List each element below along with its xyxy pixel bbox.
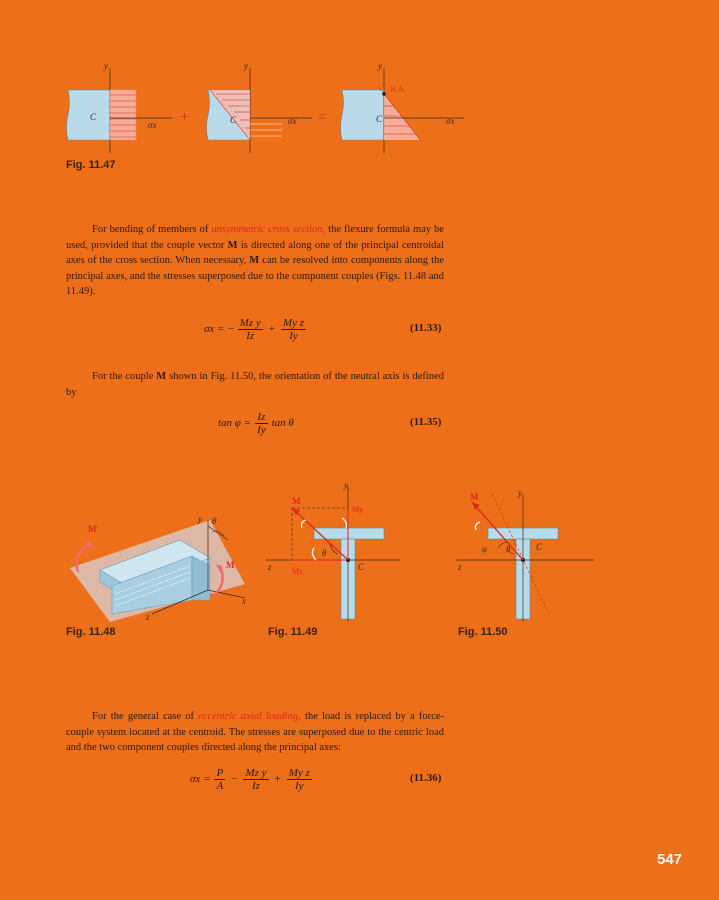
fig-11-47-equals: = — [318, 109, 328, 126]
figure-11-48 — [60, 500, 260, 622]
fig-11-50-caption: Fig. 11.50 — [458, 626, 508, 638]
fig-11-49-theta-label: θ — [322, 548, 327, 558]
fig-11-48-m-prime-label: M′ — [88, 524, 100, 534]
eq-11-35-fraction — [255, 411, 268, 436]
fig-11-49-caption: Fig. 11.49 — [268, 626, 318, 638]
figure-11-49 — [262, 478, 412, 622]
para1-text-4: can be resolved into components along the principal axes, and the stresses superposed due to the component couples (Figs. 11.48 and 11.49). — [66, 255, 444, 297]
para2-text-1: For the couple — [92, 371, 157, 382]
eq-11-36-num-3: My z — [288, 766, 310, 779]
para2-text-2: shown in Fig. 11.50, the orientation of the neutral axis is defined by — [66, 371, 444, 398]
fig-11-49-mz-label: Mz — [292, 567, 303, 576]
para1-emphasis: unsymmetric cross section, — [211, 224, 326, 235]
fig-11-48-caption: Fig. 11.48 — [66, 626, 116, 638]
fig-11-47-c-label-3: C — [376, 114, 383, 124]
fig-11-47-na-label: N.A. — [390, 85, 406, 94]
fig-11-48-m-label: M — [226, 560, 235, 570]
page-number: 547 — [657, 851, 683, 868]
para1-text-3: is directed along one of the principal centroidal axes of the cross section. When necessary, — [66, 239, 444, 266]
fig-11-47-panel-3 — [341, 61, 465, 153]
fig-11-47-c-label-1: C — [90, 112, 97, 122]
para1-text-1: For bending of members of — [92, 224, 212, 235]
fig-11-50-c-label: C — [536, 542, 543, 552]
eq-11-35-number: (11.35) — [410, 416, 442, 428]
eq-11-33-num-1: Mz y — [239, 316, 261, 329]
fig-11-49-m-label: M — [292, 496, 301, 506]
fig-11-47-sigma-label-3: σx — [446, 116, 455, 126]
para2-bold-m: M — [156, 371, 167, 382]
equation-11-33 — [204, 312, 306, 346]
para3-emphasis: eccentric axial loading, — [198, 711, 301, 722]
fig-11-49-c-label: C — [358, 562, 365, 572]
eq-11-36-lhs: σx = — [190, 773, 211, 785]
fig-11-49-y-label: y — [344, 480, 348, 490]
equation-11-36 — [190, 762, 312, 796]
eq-11-36-op-1: − — [231, 773, 238, 785]
fig-11-50-m-label: M — [470, 492, 479, 502]
eq-11-33-number: (11.33) — [410, 322, 442, 334]
eq-11-35-den: Iy — [257, 423, 266, 436]
para3-text-2: the load is replaced by a force-couple system located at the centroid. The stresses are superposed due to the centric load and the two component couples directed along the principal axes: — [66, 711, 444, 753]
equation-11-35 — [218, 406, 294, 440]
eq-11-36-den-2: Iz — [252, 779, 260, 792]
eq-11-33-op: + — [268, 323, 275, 335]
fig-11-47-panel-2 — [207, 61, 313, 153]
eq-11-33-fraction-1 — [238, 317, 263, 342]
para1-text-2: the flexure formula may be used, provided that the couple vector — [66, 224, 444, 251]
eq-11-35-rhs: tan θ — [271, 417, 294, 429]
eq-11-36-fraction-1 — [214, 767, 225, 792]
fig-11-47-y-label-1: y — [104, 61, 108, 71]
fig-11-48-z-label: z — [146, 612, 150, 622]
eq-11-36-fraction-2 — [243, 767, 268, 792]
fig-11-47-sigma-label-1: σx — [148, 120, 157, 130]
fig-11-50-y-label: y — [518, 488, 522, 498]
eq-11-35-num: Iz — [255, 411, 268, 424]
para1-bold-m-2: M — [249, 255, 260, 266]
eq-11-36-den-3: Iy — [295, 779, 304, 792]
eq-11-33-num-2: My z — [282, 316, 305, 329]
fig-11-50-phi-label: φ — [482, 544, 487, 554]
fig-11-47-panel-1 — [67, 61, 173, 153]
paragraph-neutral-axis — [66, 369, 444, 400]
paragraph-unsymmetric-bending — [66, 222, 444, 300]
figure-11-47 — [60, 58, 480, 158]
fig-11-48-theta-label: θ — [212, 516, 217, 526]
fig-11-48-y-label: y — [198, 514, 202, 524]
fig-11-50-theta-label: θ — [506, 544, 511, 554]
para1-bold-m: M — [227, 239, 238, 251]
fig-11-47-sigma-label-2: σx — [288, 116, 297, 126]
eq-11-33-den-2: Iy — [289, 329, 298, 342]
eq-11-35-lhs: tan φ = — [218, 417, 252, 429]
eq-11-33-den-1: Iz — [246, 329, 255, 342]
fig-11-47-y-label-3: y — [378, 61, 382, 71]
eq-11-36-num-2: Mz y — [245, 766, 267, 779]
eq-11-36-number: (11.36) — [410, 772, 442, 784]
fig-11-47-y-label-2: y — [244, 61, 248, 71]
eq-11-36-num-1: P — [216, 766, 224, 779]
fig-11-47-plus: + — [180, 109, 190, 126]
fig-11-47-caption: Fig. 11.47 — [66, 159, 116, 171]
eq-11-36-op-2: + — [274, 773, 281, 785]
para3-text-1: For the general case of — [92, 711, 199, 722]
paragraph-eccentric-loading — [66, 709, 444, 756]
fig-11-48-x-label: x — [242, 596, 246, 606]
eq-11-33-lhs: σx = − — [204, 323, 235, 335]
fig-11-50-z-label: z — [458, 562, 462, 572]
eq-11-36-fraction-3 — [287, 767, 312, 792]
fig-11-47-c-label-2: C — [230, 115, 237, 125]
fig-11-49-my-label: My — [352, 505, 364, 514]
eq-11-33-fraction-2 — [281, 317, 306, 342]
fig-11-49-z-label: z — [268, 562, 272, 572]
figure-11-50 — [452, 486, 602, 622]
eq-11-36-den-1: A — [216, 779, 224, 792]
